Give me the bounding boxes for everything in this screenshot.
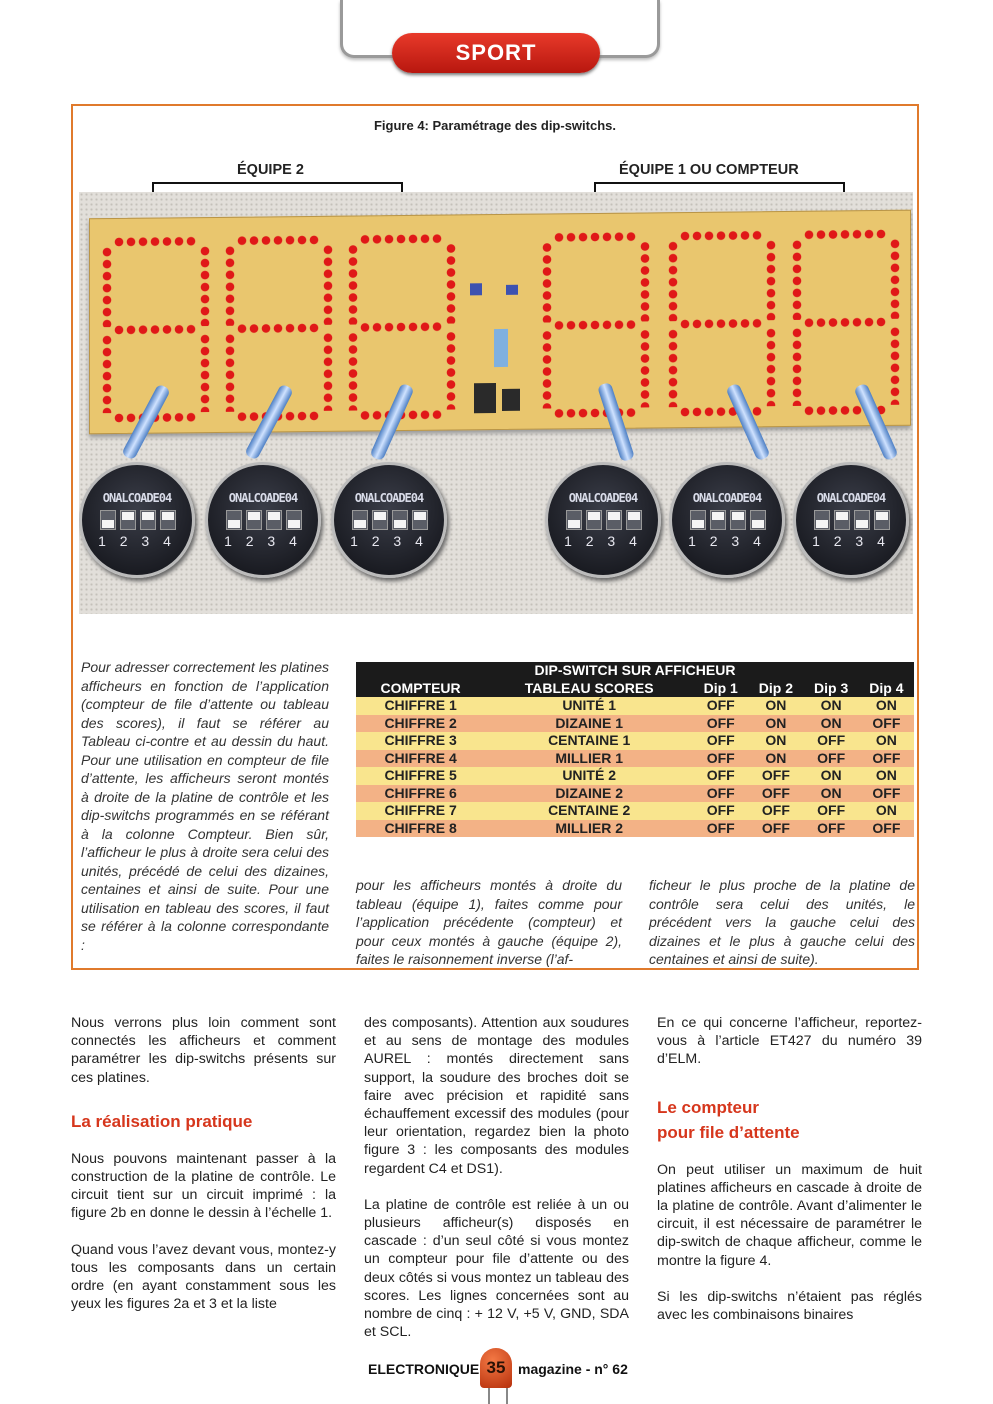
- table-cell: UNITÉ 1: [485, 697, 693, 715]
- article-column-3: [657, 1014, 922, 1342]
- table-cell: DIZAINE 2: [485, 785, 693, 803]
- table-cell: CHIFFRE 2: [356, 715, 485, 733]
- table-cell: ON: [859, 697, 914, 715]
- table-cell: OFF: [693, 785, 748, 803]
- table-header: Dip 1: [693, 680, 748, 698]
- dip-switch-table: [356, 662, 914, 837]
- dip-switch-closeup: [545, 462, 661, 578]
- table-cell: ON: [804, 785, 859, 803]
- table-cell: DIZAINE 1: [485, 715, 693, 733]
- table-header-row: [356, 680, 914, 698]
- table-title: DIP-SWITCH SUR AFFICHEUR: [356, 662, 914, 680]
- dip-brand-text: ONALCOADE04: [228, 491, 298, 505]
- intro-paragraph: Pour adresser correctement les platines afficheurs en fonction de l’application (compteur de file d’attente ou tableau des scores), il faut se référer au Tableau ci-contre et au dessin du haut. Pour une utilisation en compteur de file d’attente, les afficheurs seront montés à droite de la platine de contrôle et les dip-switchs programmés en se référant à la colonne Compteur. Bien sûr, l’afficheur le plus à droite sera celui des unités, précédé de celui des dizaines, centaines et ainsi de suite. Pour une utilisation en tableau des scores, il faut se référer à la colonne correspondante :: [81, 659, 329, 953]
- table-cell: ON: [748, 697, 803, 715]
- paragraph: Nous pouvons maintenant passer à la construction de la platine de contrôle. Le circuit tient sur un circuit imprimé : la figure 2b en donne le dessin à l’échelle 1.: [71, 1150, 336, 1222]
- dip-brand-text: ONALCOADE04: [692, 491, 762, 505]
- table-cell: ON: [804, 697, 859, 715]
- table-row: [356, 820, 914, 838]
- dip-switch-closeup: [205, 462, 321, 578]
- table-cell: CHIFFRE 3: [356, 732, 485, 750]
- table-cell: OFF: [693, 697, 748, 715]
- table-cell: ON: [859, 767, 914, 785]
- paragraph: En ce qui concerne l’afficheur, reportez-vous à l’article ET427 du numéro 39 d’ELM.: [657, 1015, 922, 1068]
- table-cell: MILLIER 1: [485, 750, 693, 768]
- table-row: [356, 767, 914, 785]
- table-cell: OFF: [804, 732, 859, 750]
- right-paragraph: ficheur le plus proche de la platine de contrôle sera celui des unités, le précédent vers la gauche celui des dizaines et le plus à gauche celui des centaines et ainsi de suite).: [649, 877, 915, 967]
- table-cell: CHIFFRE 5: [356, 767, 485, 785]
- display-boards-photo: [79, 192, 913, 614]
- dip-brand-text: ONALCOADE04: [102, 491, 172, 505]
- paragraph: La platine de contrôle est reliée à un ou plusieurs afficheur(s) disposés en cascade : d’un seul côté si vous montez un compteur pour file d’attente ou des deux côtés si vous montez un tableau des scores. Les lignes concernées sont au nombre de cinq : + 12 V, +5 V, GND, SDA et SCL.: [364, 1196, 629, 1341]
- figure-mid-text: [356, 876, 622, 969]
- table-cell: ON: [748, 715, 803, 733]
- table-cell: OFF: [748, 767, 803, 785]
- table-row: [356, 715, 914, 733]
- dip-numbers: 1 2 3 4: [350, 533, 428, 549]
- table-cell: CHIFFRE 1: [356, 697, 485, 715]
- table-cell: ON: [859, 802, 914, 820]
- table-cell: ON: [859, 732, 914, 750]
- table-cell: CHIFFRE 4: [356, 750, 485, 768]
- led-digit: [668, 230, 776, 417]
- figure-caption: Figure 4: Paramétrage des dip-switchs.: [373, 118, 617, 133]
- team-left-label: ÉQUIPE 2: [237, 162, 304, 178]
- table-cell: CENTAINE 1: [485, 732, 693, 750]
- dip-numbers: 1 2 3 4: [812, 533, 890, 549]
- table-cell: CHIFFRE 8: [356, 820, 485, 838]
- heading-line: Le compteur: [657, 1097, 760, 1117]
- heading-line: pour file d’attente: [657, 1122, 800, 1142]
- table-header: Dip 4: [859, 680, 914, 698]
- table-cell: OFF: [859, 785, 914, 803]
- led-legs-icon: [488, 1388, 508, 1404]
- table-cell: CENTAINE 2: [485, 802, 693, 820]
- table-cell: MILLIER 2: [485, 820, 693, 838]
- table-cell: ON: [804, 767, 859, 785]
- table-cell: OFF: [748, 802, 803, 820]
- table-cell: OFF: [804, 750, 859, 768]
- table-cell: ON: [748, 732, 803, 750]
- table-row: [356, 732, 914, 750]
- section-badge: SPORT: [392, 33, 600, 73]
- paragraph: Quand vous l’avez devant vous, montez-y tous les composants dans un certain ordre (en ayant constamment sous les yeux les figures 2a et 3 et la liste: [71, 1241, 336, 1313]
- table-row: [356, 750, 914, 768]
- table-cell: ON: [748, 750, 803, 768]
- table-header: COMPTEUR: [356, 680, 485, 698]
- figure-right-text: [649, 876, 915, 969]
- dip-numbers: 1 2 3 4: [688, 533, 766, 549]
- table-header: TABLEAU SCORES: [485, 680, 693, 698]
- figure-box: [71, 104, 919, 970]
- table-cell: CHIFFRE 6: [356, 785, 485, 803]
- section-heading: La réalisation pratique: [71, 1111, 253, 1131]
- dip-switch-closeup: [79, 462, 195, 578]
- paragraph: des composants). Attention aux soudures et au sens de montage des modules AUREL : montés directement sans support, la soudure des broches doit se faire avec précision et rapidité sans échauffement excessif des modules (pour leur orientation, regardez bien la photo figure 3 : les composants des modules regardent C4 et DS1).: [364, 1015, 629, 1177]
- led-digit: [542, 231, 650, 418]
- table-cell: OFF: [693, 715, 748, 733]
- page-number: 35: [486, 1358, 506, 1377]
- table-cell: OFF: [693, 750, 748, 768]
- footer-magazine-name: ELECTRONIQUE: [368, 1361, 480, 1377]
- table-cell: OFF: [804, 802, 859, 820]
- table-cell: OFF: [693, 732, 748, 750]
- dip-switch-closeup: [669, 462, 785, 578]
- table-cell: OFF: [859, 715, 914, 733]
- page-number-led-icon: [480, 1348, 512, 1388]
- table-header: Dip 3: [804, 680, 859, 698]
- table-cell: UNITÉ 2: [485, 767, 693, 785]
- dip-switch-closeup: [793, 462, 909, 578]
- section-heading: [657, 1095, 922, 1145]
- table-cell: OFF: [693, 820, 748, 838]
- table-cell: OFF: [804, 820, 859, 838]
- table-row: [356, 802, 914, 820]
- table-cell: ON: [804, 715, 859, 733]
- dip-switch-closeup: [331, 462, 447, 578]
- dip-brand-text: ONALCOADE04: [816, 491, 886, 505]
- article-column-1: [71, 1014, 336, 1331]
- table-cell: OFF: [748, 785, 803, 803]
- table-cell: OFF: [693, 767, 748, 785]
- circuit-board: [89, 210, 911, 435]
- table-header: Dip 2: [748, 680, 803, 698]
- dip-numbers: 1 2 3 4: [224, 533, 302, 549]
- team-right-label: ÉQUIPE 1 OU COMPTEUR: [619, 162, 799, 178]
- table-cell: OFF: [859, 750, 914, 768]
- dip-numbers: 1 2 3 4: [564, 533, 642, 549]
- dip-brand-text: ONALCOADE04: [354, 491, 424, 505]
- led-digit: [792, 229, 900, 416]
- paragraph: Nous verrons plus loin comment sont connectés les afficheurs et comment paramétrer les dip-switchs présents sur ces platines.: [71, 1015, 336, 1086]
- control-board: [466, 233, 536, 420]
- dip-numbers: 1 2 3 4: [98, 533, 176, 549]
- paragraph: Si les dip-switchs n’étaient pas réglés avec les combinaisons binaires: [657, 1288, 922, 1324]
- dip-brand-text: ONALCOADE04: [568, 491, 638, 505]
- paragraph: On peut utiliser un maximum de huit platines afficheurs en cascade à droite de la platine de contrôle. Avant d’alimenter le circuit, il est nécessaire de paramétrer le dip-switch de chaque afficheur, comme le montre la figure 4.: [657, 1161, 922, 1269]
- table-row: [356, 785, 914, 803]
- mid-paragraph: pour les afficheurs montés à droite du tableau (équipe 1), faites comme pour l’application précédente (compteur) et pour ceux montés à gauche (équipe 2), faites le raisonnement inverse (l’af-: [356, 877, 622, 967]
- table-cell: CHIFFRE 7: [356, 802, 485, 820]
- article-column-2: [364, 1014, 629, 1359]
- figure-intro-text: [81, 658, 329, 954]
- footer-issue: magazine - n° 62: [518, 1361, 628, 1377]
- table-cell: OFF: [748, 820, 803, 838]
- table-cell: OFF: [693, 802, 748, 820]
- table-cell: OFF: [859, 820, 914, 838]
- table-row: [356, 697, 914, 715]
